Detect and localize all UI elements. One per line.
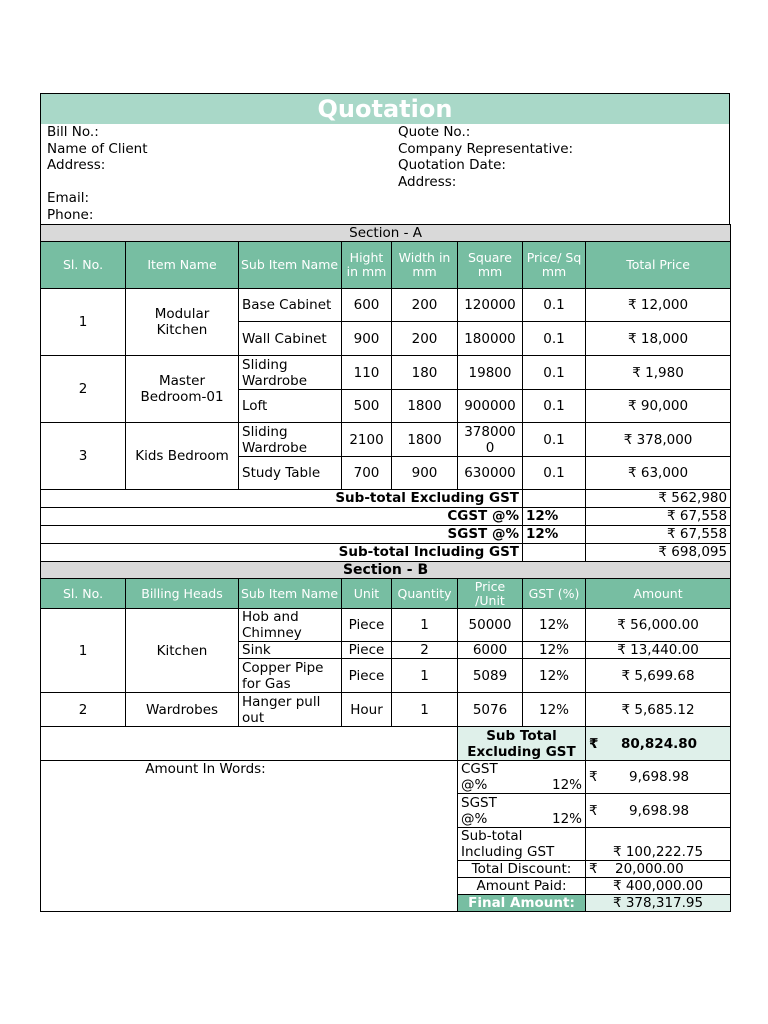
quantity-cell: 1 xyxy=(392,609,458,642)
sub-item-cell: Base Cabinet xyxy=(239,289,342,322)
col-header-unit: Unit xyxy=(342,579,392,609)
sgst-value: ₹ 67,558 xyxy=(586,526,731,544)
cgst-label: CGST @% xyxy=(458,761,523,794)
col-header-sub-item: Sub Item Name xyxy=(239,579,342,609)
gst-cell: 12% xyxy=(523,659,586,693)
blank-cell xyxy=(41,727,458,761)
subtotal-incl-gst-label: Sub-total Including GST xyxy=(41,544,523,562)
width-cell: 900 xyxy=(392,457,458,490)
client-info-block xyxy=(40,124,730,224)
sub-item-cell: Loft xyxy=(239,390,342,423)
gst-cell: 12% xyxy=(523,693,586,727)
unit-cell: Piece xyxy=(342,659,392,693)
unit-cell: Hour xyxy=(342,693,392,727)
amount-cell: ₹ 56,000.00 xyxy=(586,609,731,642)
square-cell: 900000 xyxy=(458,390,523,423)
quotation-title: Quotation xyxy=(40,93,730,124)
price-cell: 0.1 xyxy=(523,356,586,390)
col-header-quantity: Quantity xyxy=(392,579,458,609)
quotation-date-label: Quotation Date: xyxy=(398,157,506,174)
rupee-symbol: ₹ xyxy=(589,861,598,877)
total-discount-amount: 20,000.00 xyxy=(615,861,684,877)
section-b-label: Section - B xyxy=(41,562,731,579)
col-header-width: Width in mm xyxy=(392,242,458,289)
subtotal-excl-gst-rate xyxy=(523,490,586,508)
billing-head-cell: Wardrobes xyxy=(126,693,239,727)
height-cell: 700 xyxy=(342,457,392,490)
price-cell: 0.1 xyxy=(523,322,586,356)
square-cell: 630000 xyxy=(458,457,523,490)
sl-no-cell: 1 xyxy=(41,289,126,356)
amount-cell: ₹ 13,440.00 xyxy=(586,642,731,659)
total-price-cell: ₹ 90,000 xyxy=(586,390,731,423)
summary-row xyxy=(41,490,731,508)
sub-item-cell: Sink xyxy=(239,642,342,659)
cgst-label: CGST @% xyxy=(41,508,523,526)
subtotal-excl-gst-value: ₹ 562,980 xyxy=(586,490,731,508)
width-cell: 1800 xyxy=(392,423,458,457)
quantity-cell: 1 xyxy=(392,693,458,727)
item-name-cell: Modular Kitchen xyxy=(126,289,239,356)
sgst-label: SGST @% xyxy=(458,794,523,828)
sub-item-cell: Sliding Wardrobe xyxy=(239,356,342,390)
section-a-label: Section - A xyxy=(41,225,731,242)
sl-no-cell: 2 xyxy=(41,356,126,423)
section-b-table xyxy=(40,562,731,912)
sl-no-cell: 2 xyxy=(41,693,126,727)
sgst-rate: 12% xyxy=(523,794,586,828)
quotation-sheet xyxy=(40,93,730,912)
summary-row xyxy=(41,544,731,562)
col-header-sub-item: Sub Item Name xyxy=(239,242,342,289)
total-price-cell: ₹ 18,000 xyxy=(586,322,731,356)
total-price-cell: ₹ 378,000 xyxy=(586,423,731,457)
amount-paid-label: Amount Paid: xyxy=(458,878,586,895)
col-header-price-sqmm: Price/ Sq mm xyxy=(523,242,586,289)
sub-item-cell: Study Table xyxy=(239,457,342,490)
sub-item-cell: Hob and Chimney xyxy=(239,609,342,642)
client-address-label: Address: xyxy=(47,157,106,174)
subtotal-excl-row xyxy=(41,727,731,761)
height-cell: 500 xyxy=(342,390,392,423)
company-address-label: Address: xyxy=(398,173,457,190)
rupee-symbol: ₹ xyxy=(589,735,599,752)
total-discount-value xyxy=(586,861,731,878)
price-unit-cell: 5076 xyxy=(458,693,523,727)
gst-cell: 12% xyxy=(523,642,586,659)
quantity-cell: 2 xyxy=(392,642,458,659)
item-name-cell: Kids Bedroom xyxy=(126,423,239,490)
unit-cell: Piece xyxy=(342,642,392,659)
sub-item-cell: Hanger pull out xyxy=(239,693,342,727)
client-info-left xyxy=(47,124,148,224)
subtotal-incl-gst-rate xyxy=(523,544,586,562)
info-spacer xyxy=(47,174,148,191)
total-discount-label: Total Discount: xyxy=(458,861,586,878)
table-row xyxy=(41,693,731,727)
bill-no-label: Bill No.: xyxy=(47,124,99,140)
price-cell: 0.1 xyxy=(523,289,586,322)
rupee-symbol: ₹ xyxy=(589,802,598,819)
table-row xyxy=(41,423,731,457)
company-rep-label: Company Representative: xyxy=(398,140,574,157)
total-price-cell: ₹ 12,000 xyxy=(586,289,731,322)
final-amount-value: ₹ 378,317.95 xyxy=(586,895,731,912)
height-cell: 900 xyxy=(342,322,392,356)
cgst-amount: 9,698.98 xyxy=(629,769,690,785)
amount-in-words-cell: Amount In Words: xyxy=(41,761,458,912)
final-amount-label: Final Amount: xyxy=(458,895,586,912)
height-cell: 2100 xyxy=(342,423,392,457)
quote-info-right xyxy=(398,124,573,190)
price-unit-cell: 50000 xyxy=(458,609,523,642)
sl-no-cell: 1 xyxy=(41,609,126,693)
col-header-item-name: Item Name xyxy=(126,242,239,289)
col-header-amount: Amount xyxy=(586,579,731,609)
sub-item-cell: Sliding Wardrobe xyxy=(239,423,342,457)
total-price-cell: ₹ 63,000 xyxy=(586,457,731,490)
sub-item-cell: Copper Pipe for Gas xyxy=(239,659,342,693)
sub-total-incl-gst-value: ₹ 100,222.75 xyxy=(586,828,731,861)
cgst-rate: 12% xyxy=(523,761,586,794)
col-header-height: Hight in mm xyxy=(342,242,392,289)
client-name-label: Name of Client xyxy=(47,140,148,157)
table-row xyxy=(41,289,731,322)
col-header-total-price: Total Price xyxy=(586,242,731,289)
price-unit-cell: 5089 xyxy=(458,659,523,693)
square-cell: 19800 xyxy=(458,356,523,390)
height-cell: 110 xyxy=(342,356,392,390)
sgst-label: SGST @% xyxy=(41,526,523,544)
col-header-square: Square mm xyxy=(458,242,523,289)
cgst-value: ₹ 67,558 xyxy=(586,508,731,526)
sub-total-excl-gst-label: Sub Total Excluding GST xyxy=(458,727,586,761)
amount-cell: ₹ 5,685.12 xyxy=(586,693,731,727)
price-unit-cell: 6000 xyxy=(458,642,523,659)
square-cell: 180000 xyxy=(458,322,523,356)
sl-no-cell: 3 xyxy=(41,423,126,490)
sgst-rate: 12% xyxy=(523,526,586,544)
width-cell: 1800 xyxy=(392,390,458,423)
sgst-value xyxy=(586,794,731,828)
height-cell: 600 xyxy=(342,289,392,322)
amount-paid-value: ₹ 400,000.00 xyxy=(586,878,731,895)
table-row xyxy=(41,609,731,642)
width-cell: 180 xyxy=(392,356,458,390)
col-header-billing-heads: Billing Heads xyxy=(126,579,239,609)
width-cell: 200 xyxy=(392,289,458,322)
quote-no-label: Quote No.: xyxy=(398,124,471,140)
item-name-cell: Master Bedroom-01 xyxy=(126,356,239,423)
email-label: Email: xyxy=(47,190,90,207)
subtotal-incl-gst-value: ₹ 698,095 xyxy=(586,544,731,562)
square-cell: 120000 xyxy=(458,289,523,322)
price-cell: 0.1 xyxy=(523,423,586,457)
quantity-cell: 1 xyxy=(392,659,458,693)
width-cell: 200 xyxy=(392,322,458,356)
gst-cell: 12% xyxy=(523,609,586,642)
cgst-row xyxy=(41,761,731,794)
total-price-cell: ₹ 1,980 xyxy=(586,356,731,390)
sub-total-excl-gst-amount: 80,824.80 xyxy=(621,735,698,752)
unit-cell: Piece xyxy=(342,609,392,642)
phone-label: Phone: xyxy=(47,206,94,223)
sub-total-excl-gst-value xyxy=(586,727,731,761)
col-header-price-unit: Price /Unit xyxy=(458,579,523,609)
price-cell: 0.1 xyxy=(523,390,586,423)
cgst-value xyxy=(586,761,731,794)
sub-item-cell: Wall Cabinet xyxy=(239,322,342,356)
amount-cell: ₹ 5,699.68 xyxy=(586,659,731,693)
col-header-sl-no: Sl. No. xyxy=(41,242,126,289)
col-header-sl-no: Sl. No. xyxy=(41,579,126,609)
price-cell: 0.1 xyxy=(523,457,586,490)
subtotal-excl-gst-label: Sub-total Excluding GST xyxy=(41,490,523,508)
col-header-gst: GST (%) xyxy=(523,579,586,609)
sgst-amount: 9,698.98 xyxy=(629,802,690,819)
cgst-rate: 12% xyxy=(523,508,586,526)
billing-head-cell: Kitchen xyxy=(126,609,239,693)
table-row xyxy=(41,356,731,390)
square-cell: 3780000 xyxy=(458,423,523,457)
summary-row xyxy=(41,508,731,526)
summary-row xyxy=(41,526,731,544)
section-a-table xyxy=(40,224,731,562)
sub-total-incl-gst-label: Sub-total Including GST xyxy=(458,828,586,861)
rupee-symbol: ₹ xyxy=(589,769,598,785)
